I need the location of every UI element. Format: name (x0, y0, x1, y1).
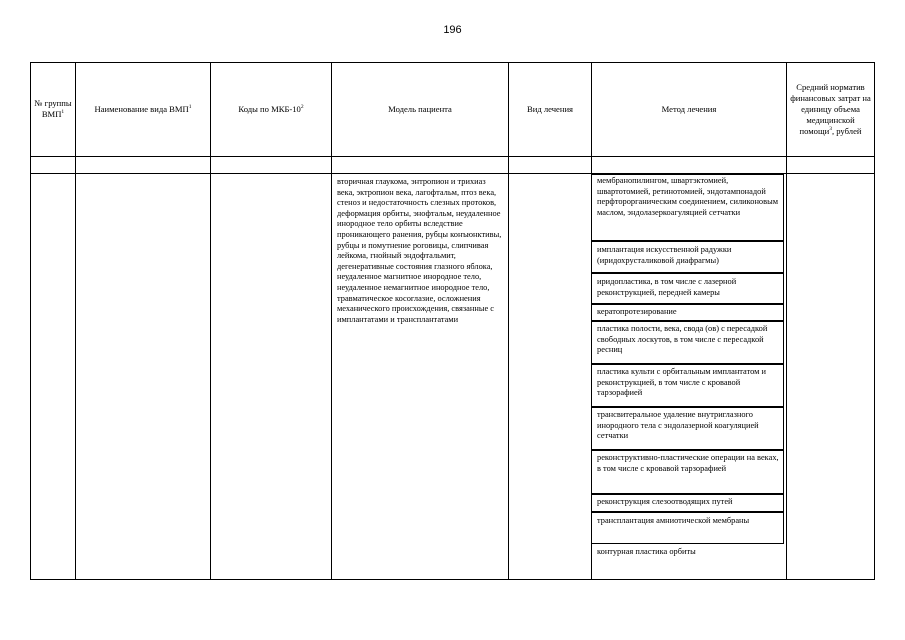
header-group-number: № группы ВМП$^1$ (34, 98, 72, 119)
header-icd-codes: Коды по МКБ-$10^2$ (238, 103, 304, 114)
col-border-7 (874, 62, 875, 580)
method-item-7: трансвитеральное удаление внутриглазного инородного тела с эндолазерной коагуляцией сетчатки (597, 410, 759, 441)
method-item-2: имплантация искусственной радужки (иридохрусталиковой диафрагмы) (597, 245, 732, 265)
method-item-11: контурная пластика орбиты (597, 547, 696, 556)
patient-model-cell: вторичная глаукома, энтропион и трихиаз века, эктропион века, лагофтальм, птоз века, стеноз и недостаточность слезных протоков, деформация орбиты, энофтальм, неудаленное инородное тело орбиты вследствие проникающего ранения, рубцы конъюнктивы, рубцы и помутнение роговицы, слипчивая лейкома, гнойный эндофтальмит, дегенеративные состояния глазного яблока, неудаленное магнитное инородное тело, неудаленное немагнитное инородное тело, травматическое косоглазие, осложнения механического происхождения, связанные с имплантатами и трансплантатами (337, 177, 502, 324)
header-treatment-type: Вид лечения (526, 103, 574, 114)
method-item-3: иридопластика, в том числе с лазерной реконструкцией, передней камеры (597, 277, 737, 297)
method-item-8: реконструктивно-пластические операции на веках, в том числе с кровавой тарзорафией (597, 453, 779, 473)
page-number: 196 (443, 24, 462, 36)
method-item-1: мембранопилингом, швартэктомией, швартотомией, ретинотомией, эндотампонадой перфторорганическим соединением, силиконовым маслом, эндолазеркоагуляцией сетчатки (597, 176, 778, 217)
header-average-cost: Средний норматив финансовых затрат на единицу объема медицинской помощи$^3$, рублей (790, 81, 871, 136)
method-item-4: кератопротезирование (597, 307, 677, 316)
header-vmp-name: Наименование вида ВМП$^1$ (94, 103, 192, 114)
header-treatment-method: Метод лечения (661, 103, 717, 114)
header-bottom-border (30, 156, 875, 157)
method-item-9: реконструкция слезоотводящих путей (597, 497, 733, 506)
header-patient-model: Модель пациента (388, 103, 452, 114)
method-item-6: пластика культи с орбитальным имплантатом и реконструкцией, в том числе с кровавой тарзорафией (597, 367, 767, 398)
table-bottom-border (30, 579, 875, 580)
method-item-5: пластика полости, века, свода (ов) с пересадкой свободных лоскутов, в том числе с пересадкой ресниц (597, 324, 768, 355)
method-item-10: трансплантация амниотической мембраны (597, 516, 750, 525)
